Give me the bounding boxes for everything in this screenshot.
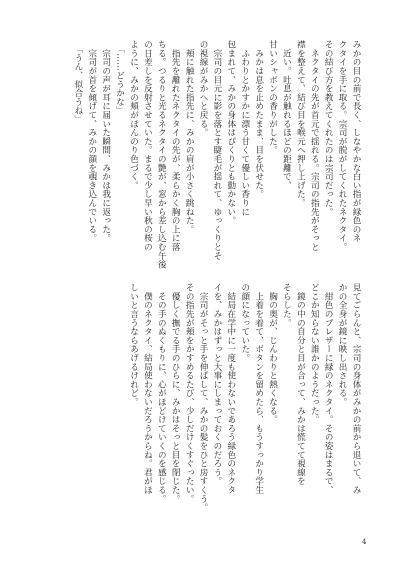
body-text-bottom: 見てごらんと、宗司の身体がみかの前から退いて、み かの全身が鏡に映し出される。 紺色のブレザーに緑のネクタイ。その姿はまるで、 どこか知らない誰かのようだった。 鏡の中の自分と目が合って、みかは慌てて視線を そらした。 胸の奥が、じんわりと熱くなる。 上着を着て、ボタンを留めたら、もうすっかり学生 の顔になっていた。 結局在学中に一度も使わないであろう緑色のネクタ イを、みかはずっと大事にしまっておくのだろう。 宗司がそっと手を伸ばして、みかの髪をひと房すくう。 その指先が頬をかすめるたび、少しだけくすぐったい。 優しく撫でる手のひらに、みかはそっと目を閉じた。 その手のぬくもりに、心がほどけていくのを感じる。 僕のネクタイ、結局使わないだろうからね。君がほ しいと言うならあげるけれど。	[128, 283, 361, 512]
page-number: 4	[362, 538, 367, 546]
body-text-top: みかの目の前で長く、しなやかな白い指が緑色のネ クタイを手に取る。宗司が脱がしてくれたネクタイ。 その結び方を教えてくれたのは宗司だった。 ネクタイの先が首元で揺れる。宗司の指先がそっと 襟を整えて、結び目を喉元へ押し上げた。 近い。吐息が触れるほどの距離で、 甘いシャボンの香りがした。 みかは息を止めたまま、目を伏せた。 ふわりとかすかに漂う甘くて優しい香りに 包まれて、みかの身体はぴくりとも動かない。 宗司の目元に影を落とす睫毛が揺れて、ゆっくりとそ の視線がみかへと戻る。 頬に触れた指先に、みかの肩が小さく跳ねた。 指先を離れたネクタイの先が、柔らかく胸の上に落 ちる。つるりと光るネクタイの艶が、窓から差し込む午後 の日差しを反射させていた。まるで少し早い秋の桜の ように、みかの頬がほんのり色づく。 「……どうかな」 宗司の声が耳に届いた瞬間、みかは我に返った。 宗司が首を傾げて、みかの顔を覗き込んでいる。 「うん、似合うね」	[72, 40, 361, 269]
